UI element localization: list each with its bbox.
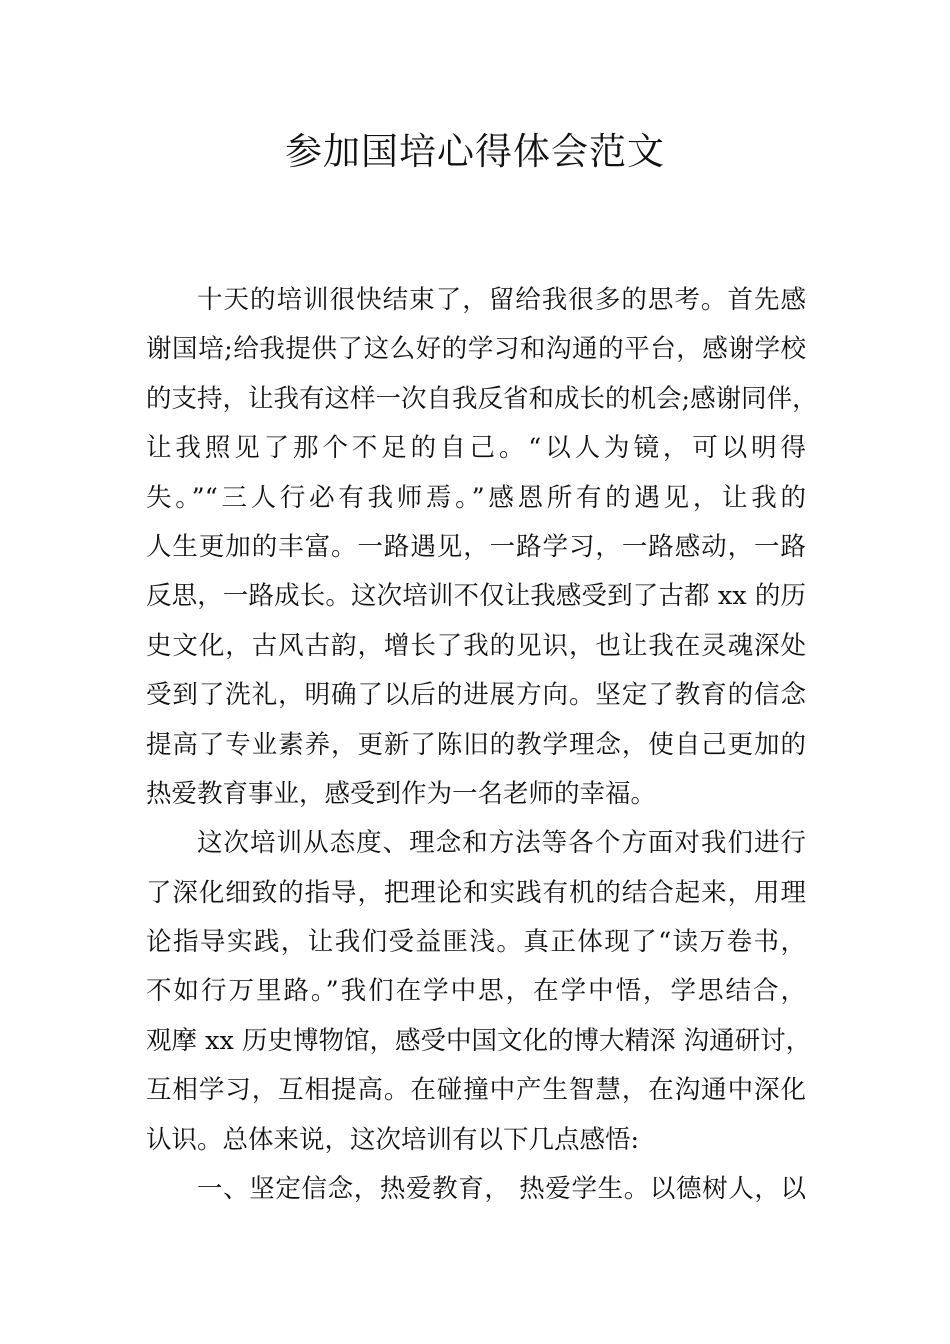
paragraph-line: 人生更加的丰富。一路遇见，一路学习，一路感动，一路 — [146, 531, 806, 562]
paragraph-line: 观摩 xx 历史博物馆，感受中国文化的博大精深 沟通研讨， — [146, 1025, 812, 1056]
paragraph-line: 认识。总体来说，这次培训有以下几点感悟: — [146, 1124, 640, 1155]
paragraph-line: 十天的培训很快结束了，留给我很多的思考。首先感 — [197, 285, 806, 315]
paragraph-line: 互相学习，互相提高。在碰撞中产生智慧，在沟通中深化 — [146, 1075, 806, 1106]
paragraph-line: 这次培训从态度、理念和方法等各个方面对我们进行 — [197, 828, 806, 859]
paragraph-line: 的支持，让我有这样一次自我反省和成长的机会;感谢同伴， — [146, 383, 818, 414]
document-body — [146, 276, 818, 1214]
paragraph-line: 受到了洗礼，明确了以后的进展方向。坚定了教育的信念 — [146, 680, 806, 711]
paragraph-line: 反思，一路成长。这次培训不仅让我感受到了古都 xx 的历 — [146, 581, 806, 612]
paragraph-line: 一、坚定信念，热爱教育， 热爱学生。以德树人，以 — [197, 1174, 806, 1205]
paragraph-line: 谢国培;给我提供了这么好的学习和沟通的平台，感谢学校 — [146, 334, 806, 365]
paragraph-line: 提高了专业素养，更新了陈旧的教学理念，使自己更加的 — [146, 729, 806, 760]
paragraph-line: 失。”“三人行必有我师焉。”感恩所有的遇见，让我的 — [146, 482, 806, 513]
paragraph-line: 热爱教育事业，感受到作为一名老师的幸福。 — [146, 778, 657, 809]
paragraph-line: 论指导实践，让我们受益匪浅。真正体现了“读万卷书， — [146, 927, 806, 958]
paragraph-line: 了深化细致的指导，把理论和实践有机的结合起来，用理 — [146, 877, 806, 908]
paragraph-line: 史文化，古风古韵，增长了我的见识，也让我在灵魂深处 — [146, 630, 806, 661]
paragraph-line: 不如行万里路。”我们在学中思，在学中悟，学思结合， — [146, 976, 806, 1007]
paragraph-line: 让我照见了那个不足的自己。“以人为镜，可以明得 — [146, 433, 806, 464]
document-title: 参加国培心得体会范文 — [285, 130, 665, 173]
